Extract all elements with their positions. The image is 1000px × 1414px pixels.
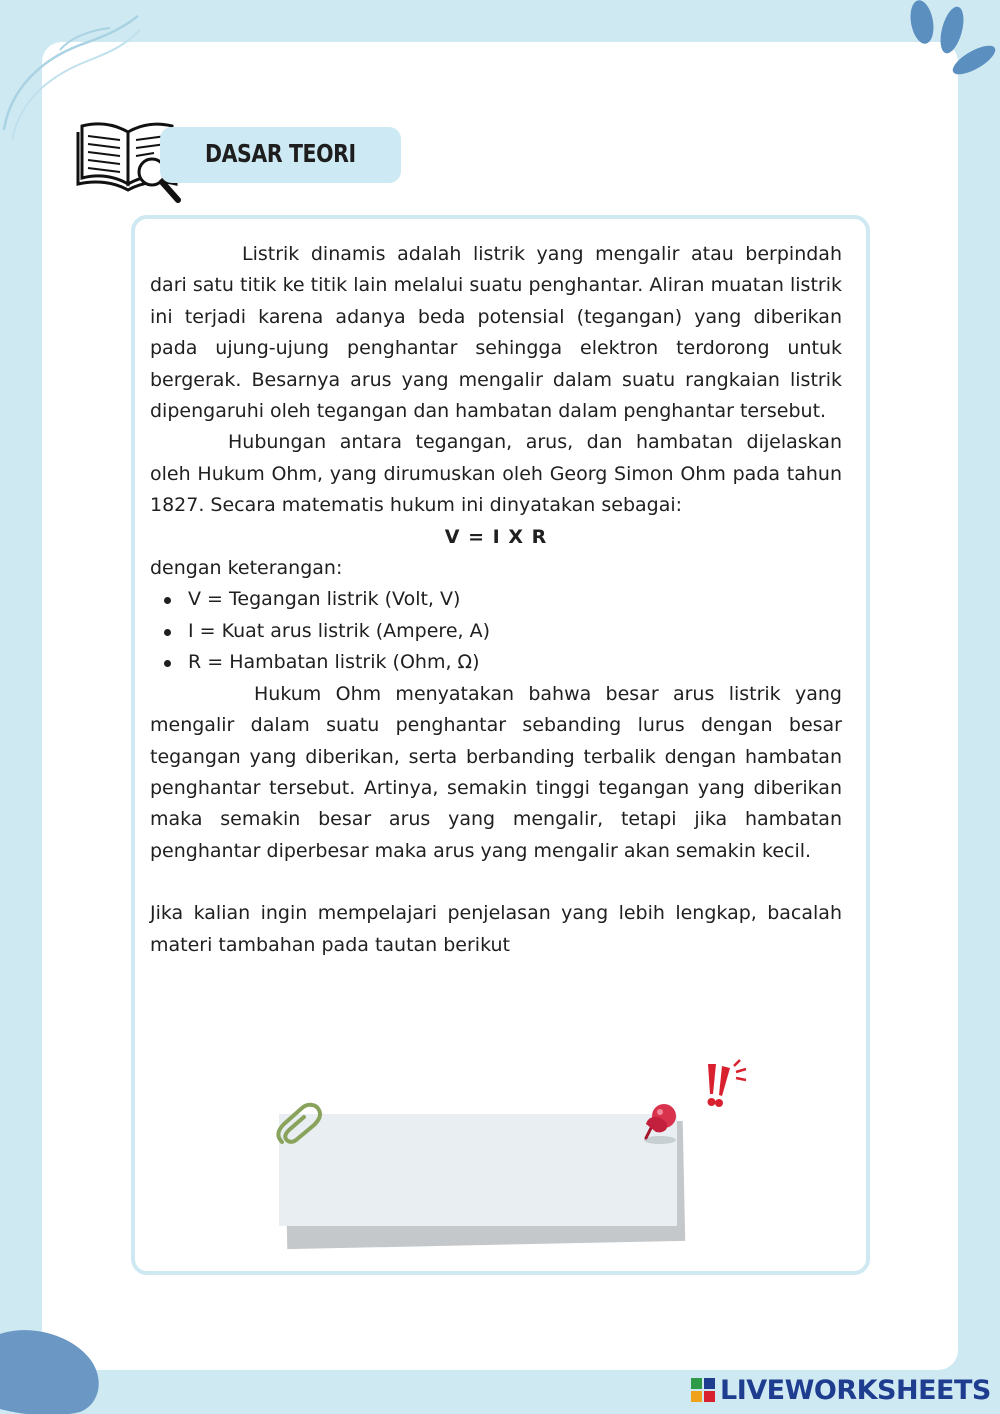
blob-decoration — [0, 1324, 110, 1414]
paperclip-icon — [272, 1100, 326, 1148]
brand-name: LIVEWORKSHEETS — [720, 1374, 991, 1406]
list-item: I = Kuat arus listrik (Ampere, A) — [150, 616, 842, 647]
legend-list — [150, 584, 842, 678]
formula: V = I X R — [444, 525, 548, 548]
legend-intro: dengan keterangan: — [150, 557, 343, 580]
paragraph-ohm-law: Hubungan antara tegangan, arus, dan hambatan dijelaskan oleh Hukum Ohm, yang dirumuskan oleh Georg Simon Ohm pada tahun 1827. Secara matematis hukum ini dinyatakan sebagai: — [150, 431, 842, 517]
leaves-decoration — [900, 0, 1000, 90]
liveworksheets-logo-icon — [690, 1377, 716, 1403]
paragraph-intro: Listrik dinamis adalah listrik yang mengalir atau berpindah dari satu titik ke titik lain melalui suatu penghantar. Aliran muatan listrik ini terjadi karena adanya beda potensial (tegangan) yang diberikan pada ujung-ujung penghantar sehingga elektron terdorong untuk bergerak. Besarnya arus yang mengalir dalam suatu rangkaian listrik dipengaruhi oleh tegangan dan hambatan dalam penghantar tersebut. — [150, 243, 842, 423]
page-title: DASAR TEORI — [205, 139, 356, 168]
brand-footer — [690, 1372, 991, 1408]
list-item: V = Tegangan listrik (Volt, V) — [150, 584, 842, 615]
list-item: R = Hambatan listrik (Ohm, Ω) — [150, 647, 842, 678]
pushpin-icon — [636, 1100, 684, 1146]
exclamation-marks-icon — [700, 1058, 752, 1114]
paragraph-explanation: Hukum Ohm menyatakan bahwa besar arus listrik yang mengalir dalam suatu penghantar sebanding lurus dengan besar tegangan yang diberikan, serta berbanding terbalik dengan hambatan penghantar tersebut. Artinya, semakin tinggi tegangan yang diberikan maka semakin besar arus yang mengalir, tetapi jika hambatan penghantar diperbesar maka arus yang mengalir akan semakin kecil. — [150, 682, 842, 862]
content-text — [150, 239, 842, 961]
paragraph-link-prompt: Jika kalian ingin mempelajari penjelasan yang lebih lengkap, bacalah materi tambahan pada tautan berikut — [150, 902, 842, 956]
link-note-card[interactable] — [279, 1114, 677, 1226]
